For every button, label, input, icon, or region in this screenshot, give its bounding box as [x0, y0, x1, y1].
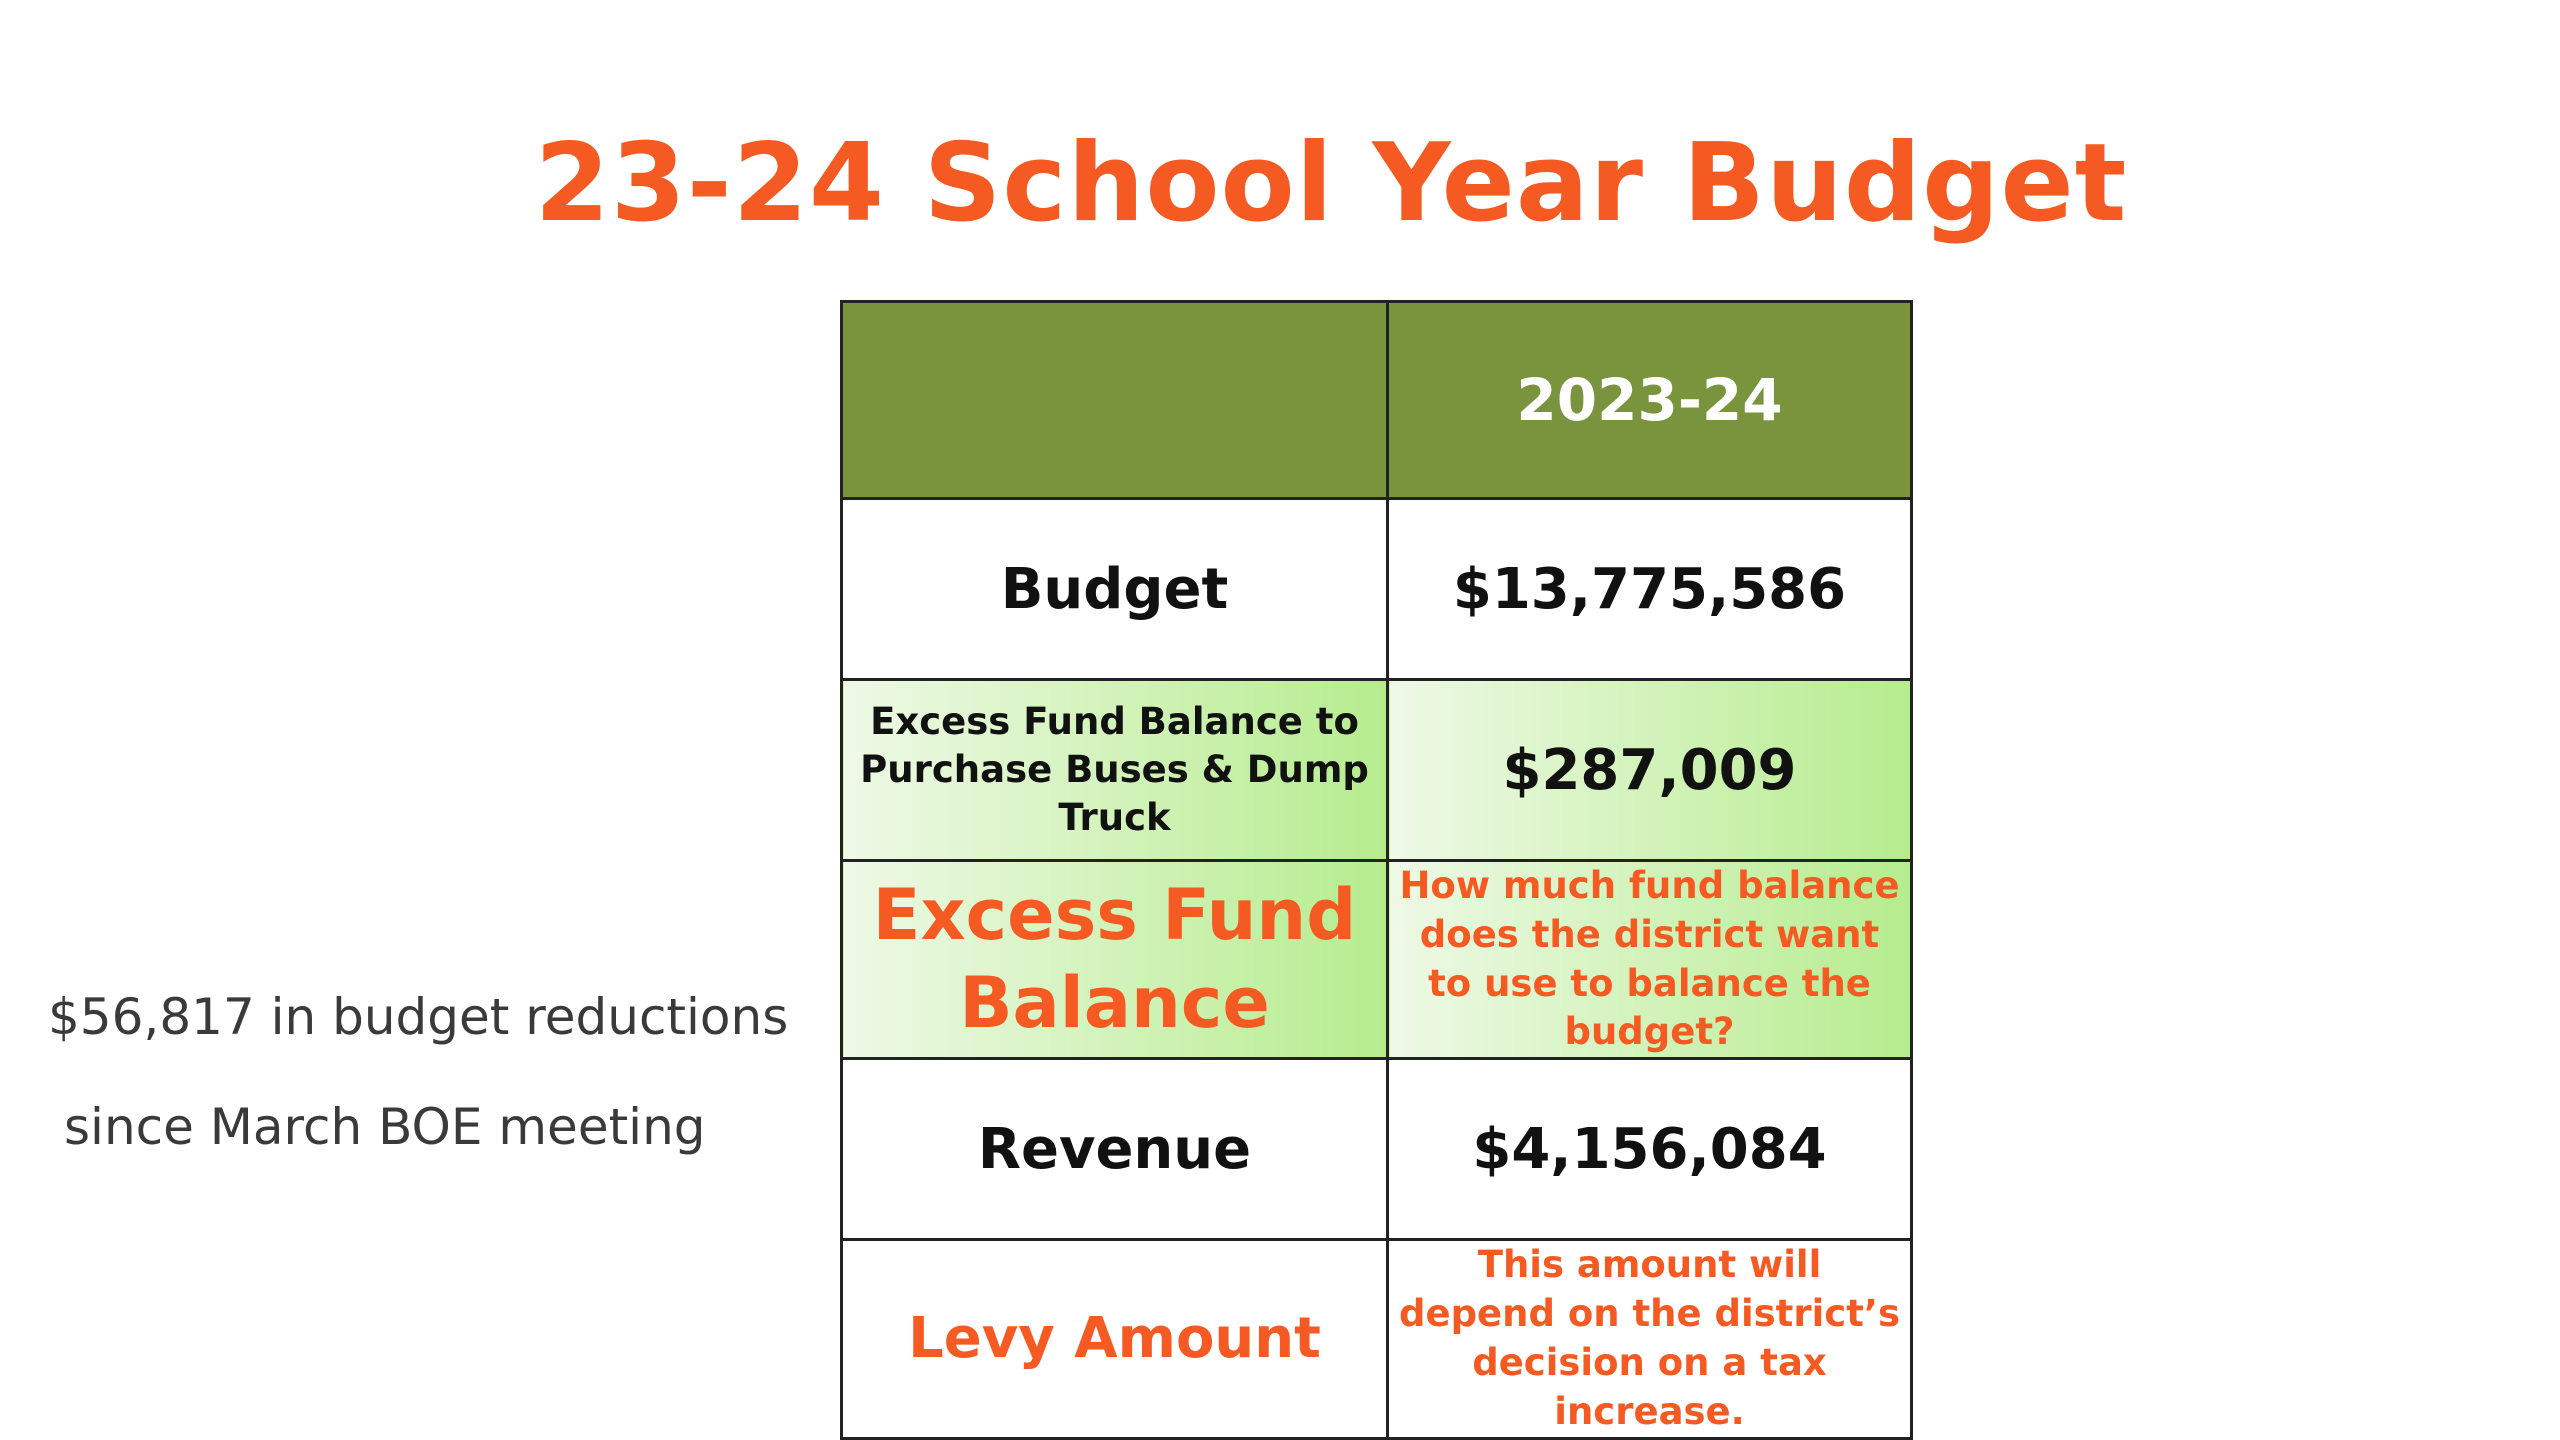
levy-label: Levy Amount [908, 1306, 1321, 1372]
excess-fund-balance-label-cell [842, 861, 1388, 1059]
excess-buses-value-cell [1388, 680, 1912, 861]
budget-label: Budget [1000, 556, 1229, 622]
excess-fund-balance-value-cell [1388, 861, 1912, 1059]
budget-value: $13,775,586 [1452, 556, 1847, 622]
header-year-cell [1388, 302, 1912, 499]
table-row-revenue [842, 1059, 1912, 1240]
budget-reductions-note-continued: since March BOE meeting [64, 1098, 706, 1156]
header-label-cell [842, 302, 1388, 499]
table-row-excess-buses [842, 680, 1912, 861]
table-header-row [842, 302, 1912, 499]
levy-note: This amount will depend on the district’s decision on a tax increase. [1398, 1243, 1901, 1433]
levy-value-cell [1388, 1240, 1912, 1438]
budget-reductions-note: $56,817 in budget reductions [48, 988, 789, 1046]
table-row-levy [842, 1240, 1912, 1438]
table-row-budget [842, 499, 1912, 680]
budget-table [840, 300, 1913, 1440]
budget-value-cell [1388, 499, 1912, 680]
slide-title: 23-24 School Year Budget [534, 121, 2128, 246]
excess-fund-balance-label: Excess Fund Balance [872, 874, 1357, 1044]
revenue-label-cell [842, 1059, 1388, 1240]
revenue-value-cell [1388, 1059, 1912, 1240]
excess-buses-label: Excess Fund Balance to Purchase Buses & Dump Truck [860, 699, 1369, 840]
budget-label-cell [842, 499, 1388, 680]
header-year: 2023-24 [1516, 366, 1783, 434]
excess-buses-label-cell [842, 680, 1388, 861]
excess-buses-value: $287,009 [1502, 737, 1797, 803]
revenue-value: $4,156,084 [1472, 1116, 1827, 1182]
levy-label-cell [842, 1240, 1388, 1438]
table-row-excess-fund-balance [842, 861, 1912, 1059]
revenue-label: Revenue [977, 1116, 1252, 1182]
excess-fund-balance-question: How much fund balance does the district want to use to balance the budget? [1399, 864, 1900, 1054]
